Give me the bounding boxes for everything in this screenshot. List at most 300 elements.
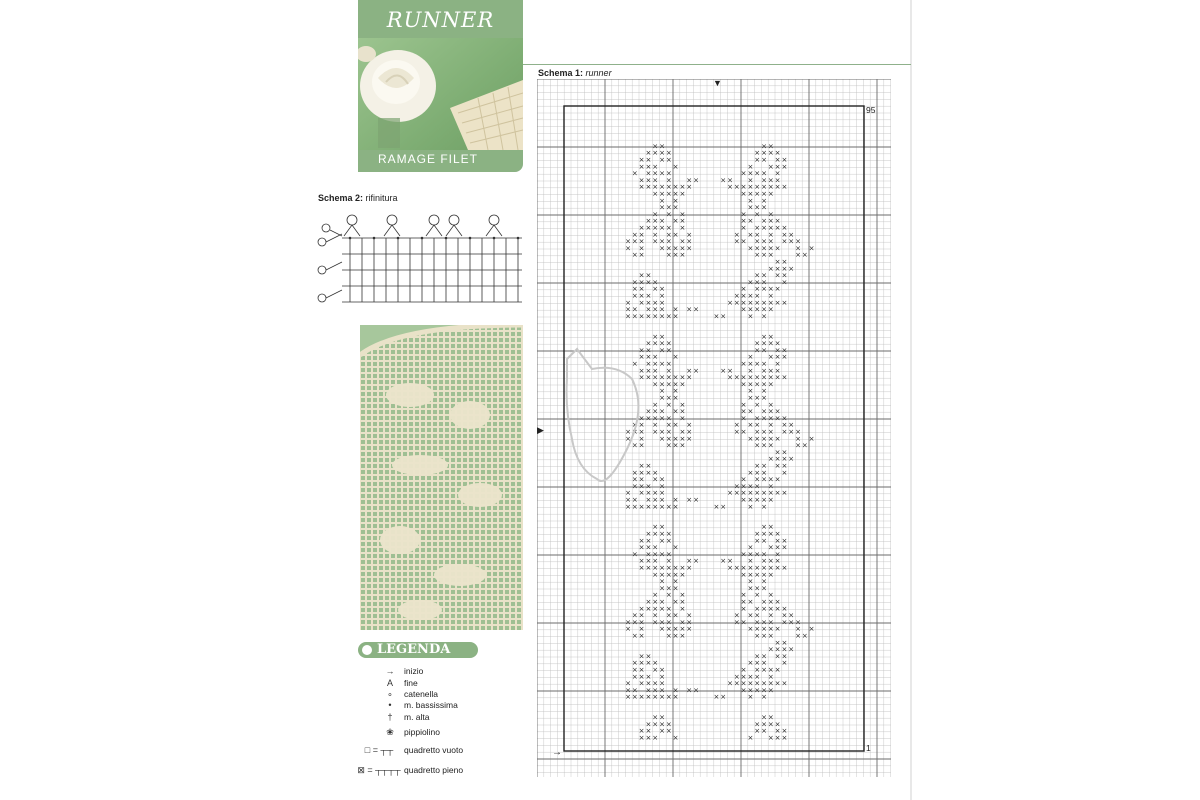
pattern-cross: ×: [659, 217, 665, 226]
pattern-cross: ×: [740, 550, 747, 559]
pattern-cross: ×: [665, 380, 672, 389]
pattern-cross: ×: [761, 394, 767, 402]
pattern-cross: ×: [774, 448, 781, 457]
pattern-cross: ×: [767, 230, 774, 239]
pattern-cross: ×: [672, 564, 679, 572]
pattern-cross: ×: [665, 394, 672, 402]
pattern-cross: ×: [625, 237, 631, 246]
pattern-cross: ×: [747, 550, 754, 559]
pattern-cross: ×: [638, 312, 645, 321]
pattern-cross: ×: [659, 523, 665, 532]
pattern-cross: ×: [652, 421, 659, 430]
pattern-cross: ×: [767, 183, 774, 192]
pattern-cross: ×: [774, 604, 781, 613]
pattern-cross: ×: [631, 502, 638, 511]
pattern-cross: ×: [740, 570, 747, 579]
pattern-cross: ×: [665, 564, 672, 572]
pattern-cross: ×: [686, 496, 693, 504]
pattern-cross: ×: [761, 176, 767, 185]
pattern-cross: ×: [638, 693, 645, 702]
pattern-cross: ×: [761, 686, 767, 695]
pattern-cross: ×: [631, 672, 638, 681]
pattern-cross: ×: [740, 679, 747, 688]
pattern-cross: ×: [727, 366, 733, 375]
legend-item-label: quadretto vuoto: [404, 745, 464, 755]
pattern-cross: ×: [638, 428, 645, 436]
pattern-cross: ×: [774, 224, 781, 232]
pattern-cross: ×: [645, 727, 652, 736]
pattern-cross: ×: [754, 360, 761, 368]
pattern-cross: ×: [652, 162, 659, 171]
pattern-cross: ×: [733, 672, 740, 681]
pattern-cross: ×: [652, 557, 659, 566]
pattern-cross: ×: [774, 543, 781, 552]
pattern-cross: ×: [665, 244, 672, 253]
pattern-cross: ×: [767, 428, 774, 436]
pattern-cross: ×: [652, 210, 659, 219]
pattern-cross: ×: [754, 251, 761, 260]
pattern-cross: ×: [645, 271, 652, 280]
pattern-cross: ×: [665, 203, 672, 212]
pattern-cross: ×: [652, 142, 659, 151]
pattern-cross: ×: [659, 332, 665, 341]
pattern-cross: ×: [638, 278, 645, 287]
pattern-cross: ×: [774, 353, 781, 362]
pattern-cross: ×: [761, 679, 767, 688]
pattern-cross: ×: [631, 611, 638, 620]
pattern-cross: ×: [652, 523, 659, 532]
pattern-cross: ×: [781, 162, 788, 171]
pattern-cross: ×: [754, 666, 761, 674]
pattern-cross: ×: [767, 210, 774, 219]
pattern-cross: ×: [659, 346, 665, 355]
pattern-cross: ×: [767, 142, 774, 151]
pattern-cross: ×: [672, 162, 679, 171]
pattern-cross: ×: [761, 366, 767, 375]
pattern-cross: ×: [631, 482, 638, 491]
pattern-cross: ×: [761, 428, 767, 436]
pattern-cross: ×: [754, 591, 761, 600]
pattern-cross: ×: [754, 421, 761, 430]
pattern-cross: ×: [761, 298, 767, 307]
rose-photo: [358, 38, 523, 150]
pattern-cross: ×: [679, 428, 686, 436]
pattern-cross: ×: [747, 502, 754, 511]
pattern-cross: ×: [774, 366, 781, 375]
pattern-cross: ×: [679, 380, 686, 389]
pattern-cross: ×: [774, 169, 781, 178]
pattern-cross: ×: [774, 264, 781, 273]
pattern-cross: ×: [774, 176, 781, 185]
pattern-cross: ×: [659, 530, 665, 538]
pattern-cross: ×: [788, 428, 795, 436]
pattern-cross: ×: [747, 496, 754, 504]
pattern-cross: ×: [747, 734, 754, 742]
pattern-cross: ×: [747, 196, 754, 205]
pattern-cross: ×: [774, 258, 781, 266]
pattern-cross: ×: [645, 217, 652, 226]
pattern-cross: ×: [645, 183, 652, 192]
pattern-cross: ×: [645, 224, 652, 232]
pattern-cross: ×: [679, 570, 686, 579]
pattern-cross: ×: [808, 434, 815, 443]
pattern-cross: ×: [638, 237, 645, 246]
pattern-cross: ×: [774, 455, 781, 464]
pattern-cross: ×: [665, 366, 672, 375]
pattern-cross: ×: [747, 353, 754, 362]
pattern-cross: ×: [747, 598, 754, 606]
pattern-cross: ×: [631, 428, 638, 436]
pattern-cross: ×: [754, 156, 761, 164]
pattern-cross: ×: [652, 380, 659, 389]
pattern-cross: ×: [652, 686, 659, 695]
pattern-cross: ×: [645, 502, 652, 511]
pattern-cross: ×: [672, 543, 679, 552]
pattern-cross: ×: [774, 720, 781, 729]
pattern-cross: ×: [747, 203, 754, 212]
pattern-cross: ×: [625, 625, 631, 634]
pattern-cross: ×: [740, 686, 747, 695]
pattern-cross: ×: [638, 543, 645, 552]
pattern-cross: ×: [665, 434, 672, 443]
pattern-cross: ×: [733, 230, 740, 239]
pattern-cross: ×: [740, 496, 747, 504]
pattern-cross: ×: [693, 305, 699, 314]
pattern-cross: ×: [754, 720, 761, 729]
pattern-cross: ×: [727, 679, 733, 688]
schema1-label-bold: Schema 1:: [538, 68, 584, 78]
pattern-cross: ×: [761, 727, 767, 736]
pattern-cross: ×: [652, 693, 659, 702]
schema2-label: [318, 193, 398, 203]
pattern-cross: ×: [740, 169, 747, 178]
pattern-cross: ×: [672, 611, 679, 620]
pattern-cross: ×: [774, 462, 781, 470]
pattern-cross: ×: [754, 339, 761, 348]
pattern-cross: ×: [645, 659, 652, 668]
pattern-cross: ×: [767, 366, 774, 375]
pattern-cross: ×: [747, 373, 754, 382]
pattern-cross: ×: [774, 638, 781, 647]
pattern-cross: ×: [659, 679, 665, 688]
pattern-cross: ×: [747, 434, 754, 443]
pattern-cross: ×: [747, 489, 754, 498]
pattern-cross: ×: [665, 360, 672, 368]
pattern-cross: ×: [761, 618, 767, 627]
pattern-cross: ×: [747, 693, 754, 702]
pattern-cross: ×: [767, 672, 774, 681]
pattern-cross: ×: [652, 332, 659, 341]
pattern-cross: ×: [672, 734, 679, 742]
pattern-cross: ×: [767, 292, 774, 300]
pattern-cross: ×: [659, 550, 665, 559]
pattern-cross: ×: [761, 278, 767, 287]
pattern-cross: ×: [774, 536, 781, 545]
pattern-cross: ×: [672, 577, 679, 586]
pattern-cross: ×: [761, 332, 767, 341]
pattern-cross: ×: [767, 400, 774, 409]
pattern-cross: ×: [761, 557, 767, 566]
pattern-cross: ×: [761, 285, 767, 294]
pattern-cross: ×: [761, 693, 767, 702]
pattern-cross: ×: [761, 183, 767, 192]
pattern-cross: ×: [774, 598, 781, 606]
pattern-cross: ×: [672, 196, 679, 205]
pattern-cross: ×: [672, 434, 679, 443]
pattern-cross: ×: [659, 598, 665, 606]
pattern-cross: ×: [659, 169, 665, 178]
pattern-cross: ×: [774, 271, 781, 280]
pattern-cross: ×: [631, 251, 638, 260]
pattern-cross: ×: [774, 734, 781, 742]
pattern-cross: ×: [679, 224, 686, 232]
pattern-cross: ×: [774, 666, 781, 674]
pattern-cross: ×: [767, 244, 774, 253]
pattern-cross: ×: [754, 428, 761, 436]
pattern-cross: ×: [767, 645, 774, 654]
pattern-cross: ×: [747, 230, 754, 239]
pattern-cross: ×: [665, 584, 672, 593]
pattern-cross: ×: [767, 264, 774, 273]
pattern-cross: ×: [754, 400, 761, 409]
pattern-cross: ×: [672, 190, 679, 198]
pattern-cross: ×: [645, 598, 652, 606]
pattern-cross: ×: [754, 183, 761, 192]
pattern-cross: ×: [754, 210, 761, 219]
pattern-cross: ×: [761, 577, 767, 586]
pattern-cross: ×: [713, 502, 720, 511]
pattern-cross: ×: [733, 564, 740, 572]
pattern-cross: ×: [645, 557, 652, 566]
pattern-cross: ×: [740, 666, 747, 674]
pattern-cross: ×: [754, 285, 761, 294]
pattern-cross: ×: [631, 618, 638, 627]
pattern-cross: ×: [625, 693, 631, 702]
pattern-cross: ×: [761, 632, 767, 640]
pattern-cross: ×: [713, 312, 720, 321]
legend-symbol-icon: •: [388, 700, 392, 710]
pattern-cross: ×: [638, 366, 645, 375]
pattern-cross: ×: [645, 169, 652, 178]
pattern-cross: ×: [774, 414, 781, 423]
legend-symbol-icon: □ = ┬┬: [364, 745, 394, 755]
pattern-cross: ×: [781, 353, 788, 362]
pattern-cross: ×: [638, 557, 645, 566]
pattern-cross: ×: [693, 496, 699, 504]
pattern-cross: ×: [652, 618, 659, 627]
pattern-cross: ×: [652, 339, 659, 348]
pattern-cross: ×: [645, 564, 652, 572]
pattern-cross: ×: [631, 421, 638, 430]
pattern-cross: ×: [747, 292, 754, 300]
pattern-cross: ×: [767, 224, 774, 232]
pattern-cross: ×: [740, 210, 747, 219]
pattern-cross: ×: [659, 156, 665, 164]
pattern-cross: ×: [652, 230, 659, 239]
pattern-cross: ×: [645, 693, 652, 702]
pattern-cross: ×: [781, 346, 788, 355]
pattern-cross: ×: [631, 496, 638, 504]
pattern-cross: ×: [747, 278, 754, 287]
pattern-cross: ×: [652, 530, 659, 538]
pattern-cross: ×: [747, 183, 754, 192]
pattern-cross: ×: [733, 679, 740, 688]
pattern-cross: ×: [740, 292, 747, 300]
pattern-cross: ×: [638, 414, 645, 423]
pattern-cross: ×: [665, 190, 672, 198]
pattern-cross: ×: [767, 530, 774, 538]
pattern-cross: ×: [774, 162, 781, 171]
pattern-cross: ×: [754, 496, 761, 504]
pattern-cross: ×: [754, 659, 761, 668]
pattern-cross: ×: [659, 482, 665, 491]
pattern-cross: ×: [733, 298, 740, 307]
pattern-cross: ×: [645, 407, 652, 416]
pattern-cross: ×: [652, 278, 659, 287]
pattern-cross: ×: [767, 604, 774, 613]
pattern-cross: ×: [774, 407, 781, 416]
pattern-cross: ×: [652, 237, 659, 246]
pattern-cross: ×: [652, 713, 659, 722]
pattern-cross: ×: [733, 611, 740, 620]
pattern-cross: ×: [652, 169, 659, 178]
pattern-cross: ×: [659, 496, 665, 504]
pattern-cross: ×: [659, 434, 665, 443]
pattern-cross: ×: [659, 428, 665, 436]
pattern-cross: ×: [665, 230, 672, 239]
pattern-cross: ×: [645, 360, 652, 368]
pattern-cross: ×: [645, 346, 652, 355]
pattern-cross: ×: [781, 298, 788, 307]
pattern-cross: ×: [795, 251, 801, 260]
arrow-right-icon: ▶: [537, 425, 544, 435]
pattern-cross: ×: [774, 373, 781, 382]
pattern-cross: ×: [733, 421, 740, 430]
pattern-cross: ×: [625, 686, 631, 695]
pattern-cross: ×: [625, 298, 631, 307]
pattern-cross: ×: [645, 720, 652, 729]
pattern-cross: ×: [781, 652, 788, 661]
pattern-cross: ×: [659, 142, 665, 151]
pattern-cross: ×: [679, 632, 686, 640]
pattern-cross: ×: [740, 400, 747, 409]
pattern-cross: ×: [645, 652, 652, 661]
pattern-cross: ×: [740, 414, 747, 423]
pattern-cross: ×: [659, 727, 665, 736]
pattern-cross: ×: [645, 679, 652, 688]
pattern-cross: ×: [659, 713, 665, 722]
pattern-cross: ×: [625, 428, 631, 436]
pattern-cross: ×: [631, 686, 638, 695]
pattern-cross: ×: [781, 428, 788, 436]
pattern-cross: ×: [754, 190, 761, 198]
pattern-cross: ×: [774, 475, 781, 484]
pattern-cross: ×: [659, 373, 665, 382]
pattern-cross: ×: [747, 380, 754, 389]
pattern-cross: ×: [659, 292, 665, 300]
pattern-cross: ×: [659, 203, 665, 212]
pattern-cross: ×: [774, 530, 781, 538]
pattern-cross: ×: [747, 543, 754, 552]
legend-item-label: fine: [404, 678, 418, 688]
pattern-cross: ×: [672, 387, 679, 396]
pattern-cross: ×: [638, 536, 645, 545]
pattern-cross: ×: [774, 550, 781, 559]
legend-item-label: m. bassissima: [404, 700, 458, 710]
pattern-cross: ×: [767, 434, 774, 443]
pattern-cross: ×: [672, 230, 679, 239]
pattern-cross: ×: [638, 672, 645, 681]
pattern-cross: ×: [781, 278, 788, 287]
pattern-cross: ×: [774, 652, 781, 661]
pattern-cross: ×: [788, 264, 795, 273]
pattern-cross: ×: [788, 455, 795, 464]
pattern-cross: ×: [638, 502, 645, 511]
pattern-cross: ×: [659, 686, 665, 695]
pattern-cross: ×: [767, 373, 774, 382]
pattern-cross: ×: [720, 502, 727, 511]
pattern-cross: ×: [679, 604, 686, 613]
pattern-cross: ×: [727, 557, 733, 566]
pattern-cross: ×: [761, 604, 767, 613]
pattern-cross: ×: [652, 734, 659, 742]
pattern-cross: ×: [761, 312, 767, 321]
pattern-cross: ×: [638, 611, 645, 620]
pattern-cross: ×: [638, 679, 645, 688]
pattern-cross: ×: [740, 183, 747, 192]
pattern-cross: ×: [672, 380, 679, 389]
pattern-cross: ×: [625, 489, 631, 498]
pattern-cross: ×: [645, 536, 652, 545]
pattern-cross: ×: [679, 618, 686, 627]
pattern-cross: ×: [754, 149, 761, 158]
pattern-cross: ×: [740, 380, 747, 389]
pattern-cross: ×: [665, 557, 672, 566]
pattern-cross: ×: [631, 237, 638, 246]
pattern-cross: ×: [781, 183, 788, 192]
pattern-cross: ×: [747, 577, 754, 586]
pattern-cross: ×: [665, 502, 672, 511]
pattern-cross: ×: [679, 244, 686, 253]
pattern-cross: ×: [659, 244, 665, 253]
pattern-cross: ×: [740, 305, 747, 314]
pattern-cross: ×: [631, 285, 638, 294]
pattern-cross: ×: [747, 366, 754, 375]
pattern-cross: ×: [638, 632, 645, 640]
pattern-cross: ×: [740, 407, 747, 416]
pattern-cross: ×: [638, 489, 645, 498]
pattern-cross: ×: [801, 632, 808, 640]
pattern-cross: ×: [754, 230, 761, 239]
pattern-cross: ×: [788, 611, 795, 620]
pattern-cross: ×: [754, 686, 761, 695]
pattern-cross: ×: [795, 618, 801, 627]
pattern-cross: ×: [747, 305, 754, 314]
pattern-cross: ×: [659, 564, 665, 572]
pattern-cross: ×: [740, 190, 747, 198]
pattern-cross: ×: [638, 564, 645, 572]
pattern-cross: ×: [679, 598, 686, 606]
pattern-cross: ×: [665, 312, 672, 321]
pattern-cross: ×: [686, 230, 693, 239]
pattern-cross: ×: [781, 611, 788, 620]
pattern-cross: ×: [767, 339, 774, 348]
pattern-cross: ×: [665, 727, 672, 736]
pattern-cross: ×: [781, 462, 788, 470]
pattern-cross: ×: [665, 550, 672, 559]
pattern-cross: ×: [672, 353, 679, 362]
legend-symbol-icon: ∘: [387, 689, 393, 699]
